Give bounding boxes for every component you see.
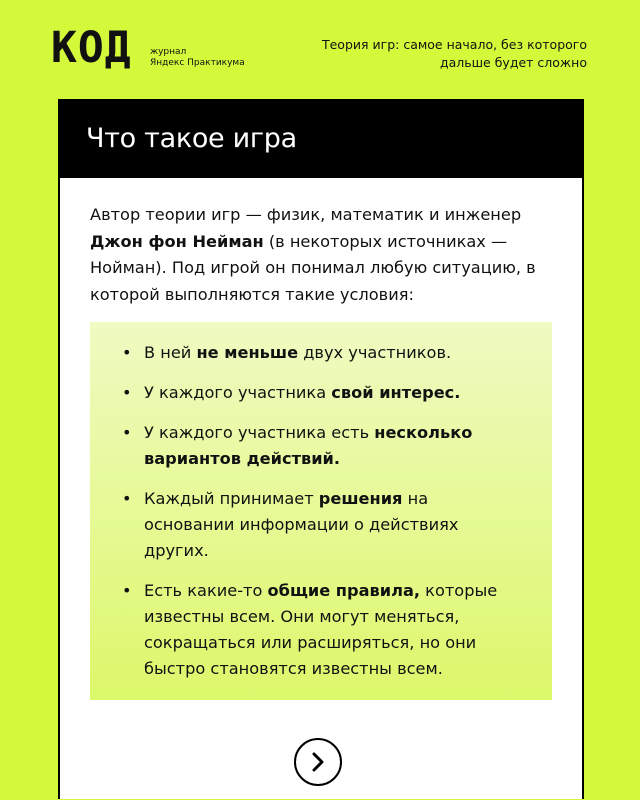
condition-bold: не меньше [196,343,299,362]
bullet: • [122,423,132,442]
bullet: • [122,581,132,600]
condition-bold: свой интерес. [331,383,461,402]
brand-subtitle [150,47,260,69]
condition-text: У каждого участника есть [144,423,375,442]
article-title [297,36,587,72]
condition-text: Каждый принимает [144,489,319,508]
brand-subtitle-line1: журнал [150,47,187,57]
condition-text-end: на основании информации о действиях других. [144,489,459,560]
card-heading: Что такое игра [60,101,582,178]
intro-text: Автор теории игр — физик, математик и инженер [90,205,522,224]
intro-text-end: (в некоторых источниках — Нойман). Под игрой он понимал любую ситуацию, в которой выполняются такие условия: [90,231,536,304]
article-title-line2: дальше будет сложно [439,55,587,70]
bullet: • [122,343,132,362]
chevron-right-icon [309,751,327,773]
condition-item [120,340,522,366]
condition-bold: несколько вариантов действий. [144,423,473,468]
condition-item [120,420,522,472]
brand-subtitle-line2: Яндекс Практикума [150,58,245,68]
condition-text: Есть какие-то [144,581,268,600]
content-card [58,99,584,799]
condition-bold: общие правила, [267,581,421,600]
next-button[interactable] [294,738,342,786]
intro-name: Джон фон Нейман [90,231,264,251]
condition-bold: решения [318,489,403,508]
conditions-list [90,322,552,700]
intro-paragraph [60,178,582,308]
header [0,0,640,100]
condition-text-end: двух участников. [298,343,452,362]
condition-text: В ней [144,343,197,362]
condition-text-end: которые известны всем. Они могут меняться, сокращаться или расширяться, но они быстро становятся известны всем. [144,581,498,678]
condition-text: У каждого участника [144,383,332,402]
condition-item [120,486,522,564]
condition-item [120,578,522,682]
condition-item [120,380,522,406]
logo: КОД [51,23,132,73]
bullet: • [122,383,132,402]
article-title-line1: Теория игр: самое начало, без которого [321,37,587,52]
bullet: • [122,489,132,508]
